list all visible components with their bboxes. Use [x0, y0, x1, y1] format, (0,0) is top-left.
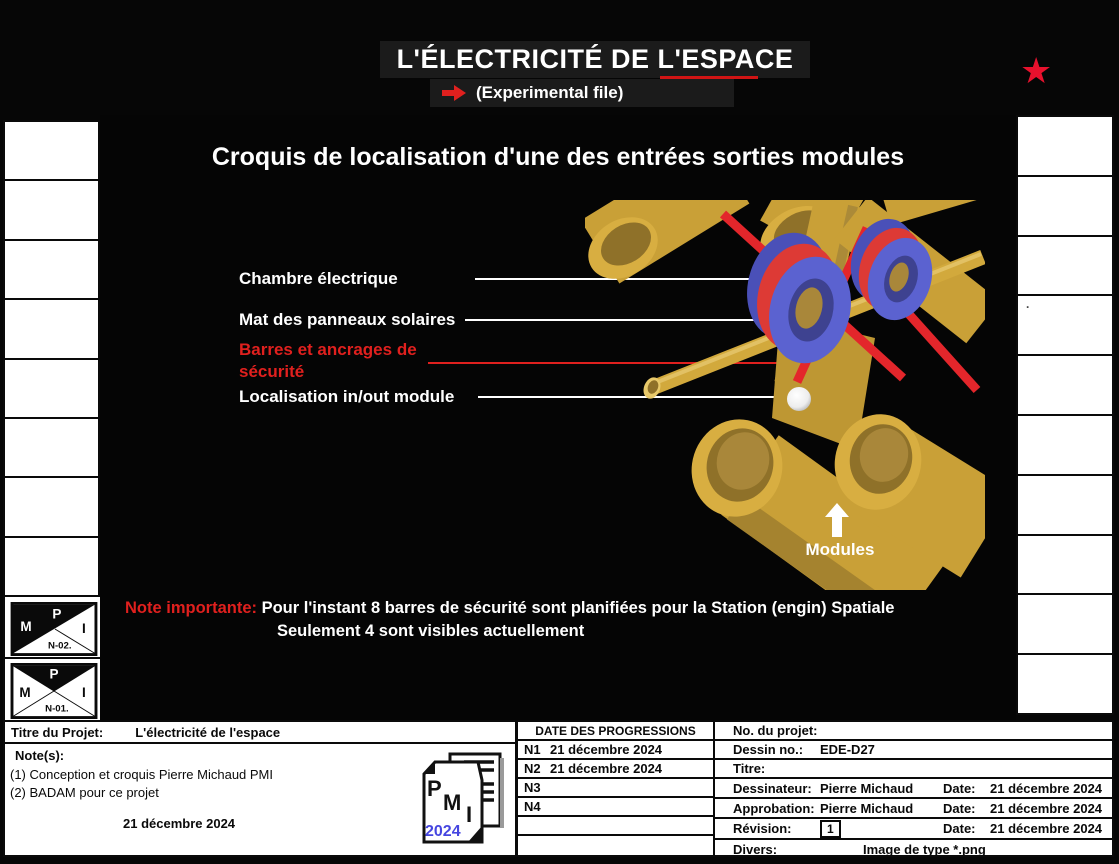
- logo-cell-n02: [3, 595, 104, 663]
- important-note: [125, 596, 1005, 621]
- svg-text:M: M: [443, 790, 462, 815]
- empty-cell[interactable]: [3, 476, 100, 537]
- dessinateur-date[interactable]: 21 décembre 2024: [990, 780, 1103, 796]
- label-barres-ancrages: Barres et ancrages de sécurité: [239, 340, 417, 381]
- progression-date: 21 décembre 2024: [550, 742, 663, 757]
- progression-row[interactable]: [518, 836, 713, 856]
- progression-row[interactable]: [518, 760, 713, 779]
- svg-text:I: I: [466, 802, 473, 827]
- progression-n: N1: [524, 742, 541, 757]
- svg-text:P: P: [51, 606, 61, 622]
- svg-text:M: M: [18, 684, 31, 700]
- dessin-value[interactable]: EDE-D27: [820, 742, 875, 757]
- svg-text:N-02.: N-02.: [47, 640, 72, 652]
- date-label: Date:: [943, 780, 976, 796]
- approbation-label: Approbation:: [733, 800, 815, 816]
- notes-label: Note(s):: [15, 748, 65, 763]
- empty-cell[interactable]: [1016, 653, 1114, 715]
- left-cell-column: [3, 120, 100, 597]
- progression-date: 21 décembre 2024: [550, 761, 663, 776]
- approbation-date[interactable]: 21 décembre 2024: [990, 800, 1103, 816]
- module-top-right: [885, 200, 977, 205]
- note-line1: Pour l'instant 8 barres de sécurité sont planifiées pour la Station (engin) Spatiale: [261, 599, 895, 617]
- logo-cell-n01: [3, 657, 104, 724]
- divers-label: Divers:: [733, 842, 778, 857]
- drawing-area: [100, 115, 1016, 722]
- banner-title-box: [380, 41, 810, 78]
- module-top-left: [585, 200, 730, 291]
- project-info-table: [713, 722, 1112, 855]
- note-label: Note importante:: [125, 599, 257, 617]
- titre-projet-value[interactable]: L'électricité de l'espace: [135, 724, 281, 740]
- svg-text:P: P: [427, 776, 442, 801]
- empty-cell[interactable]: [1016, 414, 1114, 476]
- drawing-heading: Croquis de localisation d'une des entrées sorties modules: [211, 143, 905, 171]
- revision-label: Révision:: [733, 821, 792, 836]
- empty-cell[interactable]: [1016, 294, 1114, 356]
- progression-n: N3: [524, 780, 541, 795]
- pmi-2024-document-icon: [418, 750, 506, 848]
- empty-cell[interactable]: [1016, 175, 1114, 237]
- progressions-table: [515, 722, 713, 855]
- banner-subtitle-box: [430, 79, 734, 107]
- svg-text:I: I: [81, 620, 86, 636]
- right-cell-column: [1016, 115, 1114, 715]
- no-projet-label: No. du projet:: [733, 723, 818, 738]
- svg-text:I: I: [81, 684, 86, 700]
- banner-subtitle: (Experimental file): [476, 83, 624, 102]
- approbation-value[interactable]: Pierre Michaud: [820, 800, 914, 816]
- dessinateur-value[interactable]: Pierre Michaud: [820, 780, 914, 796]
- app-title: L'ÉLECTRICITÉ DE L'ESPACE: [396, 44, 794, 74]
- empty-cell[interactable]: [1016, 474, 1114, 536]
- empty-cell[interactable]: [3, 298, 100, 359]
- svg-text:P: P: [48, 665, 59, 681]
- empty-cell[interactable]: [1016, 115, 1114, 177]
- progression-n: N2: [524, 761, 541, 776]
- label-chambre-electrique: Chambre électrique: [239, 269, 398, 288]
- date-label: Date:: [943, 821, 976, 836]
- label-mat-panneaux: Mat des panneaux solaires: [239, 310, 456, 329]
- pmi-n01-logo: [10, 663, 98, 719]
- up-arrow-icon: [824, 503, 850, 537]
- station-3d-illustration: [585, 200, 985, 590]
- empty-cell[interactable]: [3, 417, 100, 478]
- svg-text:M: M: [19, 618, 32, 634]
- note-1: (1) Conception et croquis Pierre Michaud PMI: [10, 767, 274, 782]
- svg-text:N-01.: N-01.: [44, 702, 69, 714]
- progression-n: N4: [524, 799, 541, 814]
- revision-value-box[interactable]: 1: [820, 820, 841, 838]
- empty-cell[interactable]: [3, 179, 100, 240]
- progression-row[interactable]: [518, 817, 713, 836]
- empty-cell[interactable]: [3, 120, 100, 181]
- empty-cell[interactable]: [3, 536, 100, 597]
- inout-sphere: [787, 387, 811, 411]
- dessin-label: Dessin no.:: [733, 742, 804, 757]
- empty-cell[interactable]: [1016, 593, 1114, 655]
- progression-row[interactable]: [518, 798, 713, 817]
- empty-cell[interactable]: [3, 239, 100, 300]
- date-center: 21 décembre 2024: [123, 816, 236, 831]
- star-icon: ★: [1020, 50, 1053, 91]
- red-arrow-icon: [442, 85, 466, 101]
- modules-label: Modules: [805, 540, 875, 559]
- note-2: (2) BADAM pour ce projet: [10, 785, 159, 800]
- empty-cell[interactable]: [3, 358, 100, 419]
- progressions-header: DATE DES PROGRESSIONS: [518, 722, 713, 741]
- label-localisation-inout: Localisation in/out module: [239, 387, 455, 406]
- titre-projet-label: Titre du Projet:: [11, 724, 104, 740]
- empty-cell[interactable]: [1016, 235, 1114, 297]
- progression-row[interactable]: [518, 779, 713, 798]
- empty-cell[interactable]: [1016, 534, 1114, 596]
- stray-dot: .: [1026, 297, 1030, 311]
- svg-text:2024: 2024: [425, 823, 461, 840]
- titre-label: Titre:: [733, 761, 766, 776]
- date-label: Date:: [943, 800, 976, 816]
- title-block-left: [5, 722, 515, 855]
- note-line2: Seulement 4 sont visibles actuellement: [277, 622, 585, 640]
- empty-cell[interactable]: [1016, 354, 1114, 416]
- dessinateur-label: Dessinateur:: [733, 780, 812, 796]
- progression-row[interactable]: [518, 741, 713, 760]
- title-block: [3, 720, 1114, 857]
- pmi-n02-logo: [10, 602, 98, 656]
- revision-date[interactable]: 21 décembre 2024: [990, 821, 1103, 836]
- divers-value[interactable]: Image de type *.png: [863, 842, 986, 857]
